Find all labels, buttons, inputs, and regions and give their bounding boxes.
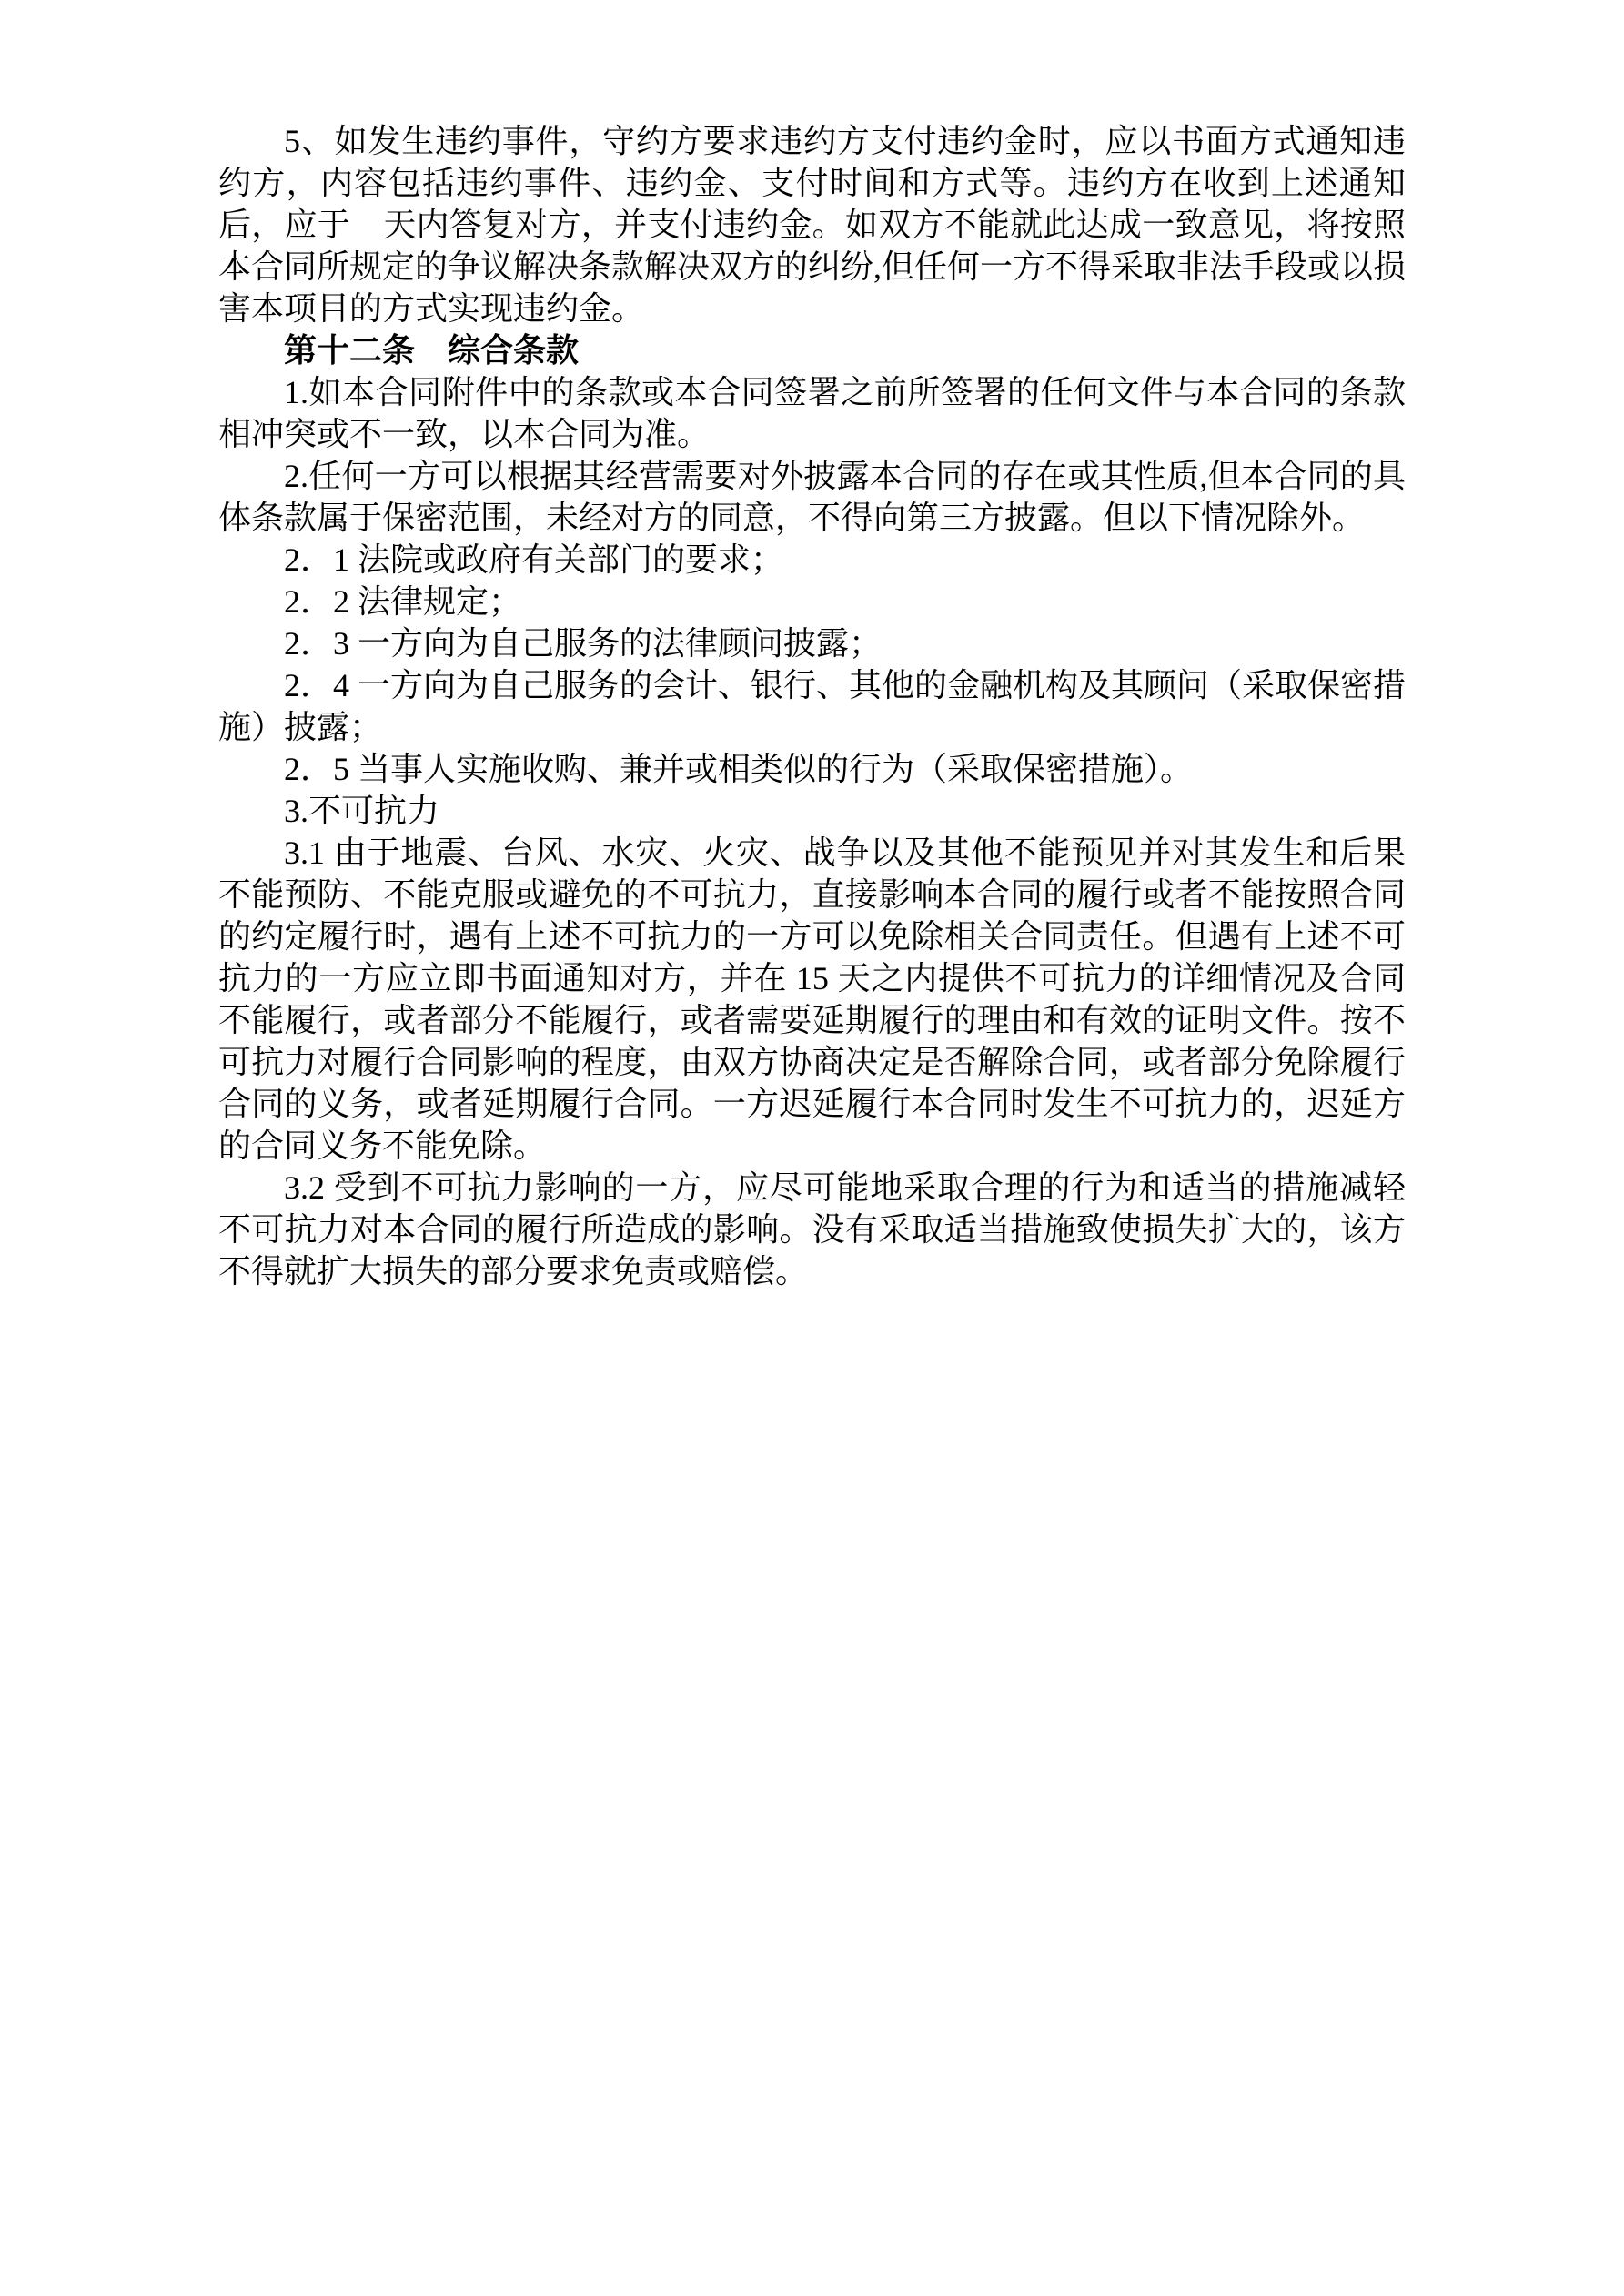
clause-12-2: 2.任何一方可以根据其经营需要对外披露本合同的存在或其性质,但本合同的具体条款属于保密范围，未经对方的同意，不得向第三方披露。但以下情况除外。	[218, 458, 1406, 536]
clause-12-3-2: 3.2 受到不可抗力影响的一方，应尽可能地采取合理的行为和适当的措施减轻不可抗力对本合同的履行所造成的影响。没有采取适当措施致使损失扩大的，该方不得就扩大损失的部分要求免责或赔偿。	[218, 1169, 1406, 1290]
clause-12-1: 1.如本合同附件中的条款或本合同签署之前所签署的任何文件与本合同的条款相冲突或不一致，以本合同为准。	[218, 374, 1406, 452]
clause-12-2-3: 2．3 一方向为自己服务的法律顾问披露；	[284, 625, 883, 662]
paragraph-breach-penalty-notice: 5、如发生违约事件，守约方要求违约方支付违约金时，应以书面方式通知违约方，内容包括违约事件、违约金、支付时间和方式等。违约方在收到上述通知后，应于 天内答复对方，并支付违约金。如双方不能就此达成一致意见，将按照本合同所规定的争议解决条款解决双方的纠纷,但任何一方不得采取非法手段或以损害本项目的方式实现违约金。	[218, 123, 1407, 327]
clause-12-2-4: 2．4 一方向为自己服务的会计、银行、其他的金融机构及其顾问（采取保密措施）披露；	[218, 667, 1407, 745]
clause-12-2-5: 2．5 当事人实施收购、兼并或相类似的行为（采取保密措施）。	[284, 751, 1194, 787]
clause-12-2-2: 2．2 法律规定；	[284, 583, 522, 620]
clause-12-2-1: 2．1 法院或政府有关部门的要求；	[284, 541, 784, 578]
article-12-heading: 第十二条 综合条款	[284, 332, 580, 369]
clause-12-3-force-majeure: 3.不可抗力	[284, 793, 440, 829]
clause-12-3-1: 3.1 由于地震、台风、水灾、火灾、战争以及其他不能预见并对其发生和后果不能预防、不能克服或避免的不可抗力，直接影响本合同的履行或者不能按照合同的约定履行时，遇有上述不可抗力的一方可以免除相关合同责任。但遇有上述不可抗力的一方应立即书面通知对方，并在 15 天之内提供不可抗力的详细情况及合同不能履行，或者部分不能履行，或者需要延期履行的理由和有效的证明文件。按不可抗力对履行合同影响的程度，由双方协商决定是否解除合同，或者部分免除履行合同的义务，或者延期履行合同。一方迟延履行本合同时发生不可抗力的，迟延方的合同义务不能免除。	[218, 834, 1406, 1164]
